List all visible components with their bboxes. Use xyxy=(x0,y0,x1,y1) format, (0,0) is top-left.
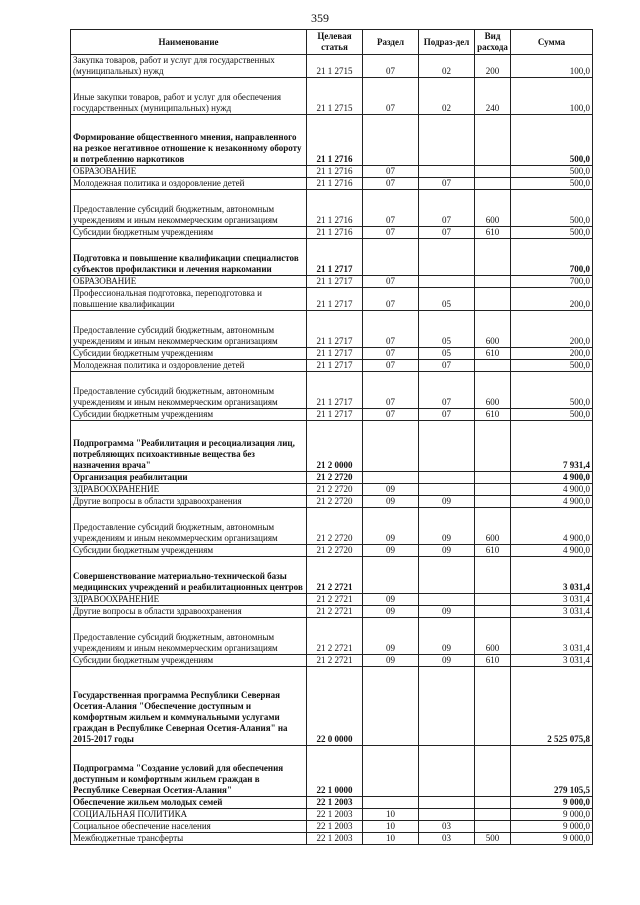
row-name: Другие вопросы в области здравоохранения xyxy=(71,496,307,508)
row-razdel: 10 xyxy=(363,809,419,821)
row-code: 21 1 2716 xyxy=(307,115,363,166)
row-podrazdel: 09 xyxy=(419,545,475,557)
row-vid xyxy=(475,115,511,166)
table-body xyxy=(71,55,593,845)
row-sum: 2 525 075,8 xyxy=(511,667,593,746)
row-sum: 700,0 xyxy=(511,239,593,276)
row-podrazdel: 07 xyxy=(419,360,475,372)
row-name: Межбюджетные трансферты xyxy=(71,833,307,845)
row-vid xyxy=(475,496,511,508)
row-vid xyxy=(475,667,511,746)
row-razdel: 09 xyxy=(363,655,419,667)
row-vid: 600 xyxy=(475,311,511,348)
row-razdel xyxy=(363,797,419,809)
header-code: Целевая статья xyxy=(307,30,363,55)
row-code: 21 1 2716 xyxy=(307,227,363,239)
row-razdel: 07 xyxy=(363,166,419,178)
row-razdel: 07 xyxy=(363,55,419,78)
table-row xyxy=(71,809,593,821)
row-podrazdel: 02 xyxy=(419,55,475,78)
row-name: Подпрограмма "Реабилитация и ресоциализация лиц, потребляющих психоактивные вещества без назначения врача" xyxy=(71,421,307,472)
row-vid xyxy=(475,797,511,809)
row-vid xyxy=(475,557,511,594)
row-name: Закупка товаров, работ и услуг для государственных (муниципальных) нужд xyxy=(71,55,307,78)
row-code: 21 1 2717 xyxy=(307,276,363,288)
row-sum: 3 031,4 xyxy=(511,594,593,606)
row-razdel: 07 xyxy=(363,360,419,372)
table-row xyxy=(71,78,593,115)
row-code: 21 2 0000 xyxy=(307,421,363,472)
row-vid xyxy=(475,166,511,178)
row-name: Предоставление субсидий бюджетным, автономным учреждениям и иным некоммерческим организациям xyxy=(71,190,307,227)
row-name: Субсидии бюджетным учреждениям xyxy=(71,655,307,667)
row-podrazdel xyxy=(419,746,475,797)
row-name: Предоставление субсидий бюджетным, автономным учреждениям и иным некоммерческим организациям xyxy=(71,372,307,409)
table-row xyxy=(71,655,593,667)
row-podrazdel xyxy=(419,797,475,809)
row-code: 22 1 2003 xyxy=(307,821,363,833)
row-podrazdel xyxy=(419,667,475,746)
table-row xyxy=(71,115,593,166)
row-code: 21 2 2721 xyxy=(307,594,363,606)
row-name: Совершенствование материально-технической базы медицинских учреждений и реабилитационных центров xyxy=(71,557,307,594)
row-razdel xyxy=(363,115,419,166)
table-row xyxy=(71,239,593,276)
row-vid: 610 xyxy=(475,227,511,239)
header-sum: Сумма xyxy=(511,30,593,55)
row-code: 21 1 2717 xyxy=(307,409,363,421)
row-podrazdel: 07 xyxy=(419,190,475,227)
row-sum: 500,0 xyxy=(511,166,593,178)
row-name: ОБРАЗОВАНИЕ xyxy=(71,276,307,288)
row-vid: 610 xyxy=(475,545,511,557)
row-razdel xyxy=(363,746,419,797)
row-podrazdel xyxy=(419,166,475,178)
row-sum: 279 105,5 xyxy=(511,746,593,797)
row-podrazdel: 05 xyxy=(419,311,475,348)
table-row xyxy=(71,288,593,311)
table-row xyxy=(71,276,593,288)
row-razdel: 07 xyxy=(363,348,419,360)
table-row xyxy=(71,372,593,409)
row-vid: 600 xyxy=(475,618,511,655)
row-podrazdel xyxy=(419,472,475,484)
row-code: 21 1 2717 xyxy=(307,239,363,276)
row-sum: 4 900,0 xyxy=(511,484,593,496)
row-sum: 9 000,0 xyxy=(511,821,593,833)
table-row xyxy=(71,311,593,348)
table-row xyxy=(71,667,593,746)
row-podrazdel: 03 xyxy=(419,833,475,845)
row-sum: 9 000,0 xyxy=(511,797,593,809)
row-podrazdel: 09 xyxy=(419,496,475,508)
row-vid: 610 xyxy=(475,655,511,667)
row-code: 21 1 2717 xyxy=(307,348,363,360)
table-row xyxy=(71,421,593,472)
row-sum: 3 031,4 xyxy=(511,557,593,594)
row-name: Молодежная политика и оздоровление детей xyxy=(71,178,307,190)
row-name: Субсидии бюджетным учреждениям xyxy=(71,227,307,239)
row-sum: 7 931,4 xyxy=(511,421,593,472)
row-code: 22 0 0000 xyxy=(307,667,363,746)
row-vid: 600 xyxy=(475,372,511,409)
row-sum: 500,0 xyxy=(511,360,593,372)
row-razdel: 07 xyxy=(363,311,419,348)
row-razdel xyxy=(363,557,419,594)
row-razdel: 07 xyxy=(363,178,419,190)
page-number: 359 xyxy=(311,11,329,25)
table-row xyxy=(71,409,593,421)
row-podrazdel: 03 xyxy=(419,821,475,833)
row-vid xyxy=(475,821,511,833)
row-vid xyxy=(475,809,511,821)
row-vid: 240 xyxy=(475,78,511,115)
row-sum: 4 900,0 xyxy=(511,496,593,508)
row-code: 21 1 2716 xyxy=(307,190,363,227)
row-sum: 4 900,0 xyxy=(511,508,593,545)
row-podrazdel: 07 xyxy=(419,227,475,239)
row-name: Субсидии бюджетным учреждениям xyxy=(71,348,307,360)
table-row xyxy=(71,178,593,190)
row-podrazdel: 09 xyxy=(419,606,475,618)
row-vid xyxy=(475,594,511,606)
row-sum: 200,0 xyxy=(511,348,593,360)
row-razdel: 07 xyxy=(363,288,419,311)
table-row xyxy=(71,508,593,545)
row-vid xyxy=(475,239,511,276)
row-razdel: 10 xyxy=(363,821,419,833)
row-razdel: 07 xyxy=(363,78,419,115)
row-code: 21 2 2720 xyxy=(307,496,363,508)
row-podrazdel: 05 xyxy=(419,348,475,360)
row-name: ОБРАЗОВАНИЕ xyxy=(71,166,307,178)
row-name: ЗДРАВООХРАНЕНИЕ xyxy=(71,594,307,606)
row-code: 21 2 2720 xyxy=(307,508,363,545)
row-razdel: 07 xyxy=(363,409,419,421)
row-sum: 100,0 xyxy=(511,78,593,115)
row-code: 21 1 2716 xyxy=(307,178,363,190)
table-row xyxy=(71,821,593,833)
row-name: ЗДРАВООХРАНЕНИЕ xyxy=(71,484,307,496)
row-razdel: 09 xyxy=(363,618,419,655)
row-code: 22 1 2003 xyxy=(307,809,363,821)
row-vid: 500 xyxy=(475,833,511,845)
row-razdel xyxy=(363,421,419,472)
row-name: Другие вопросы в области здравоохранения xyxy=(71,606,307,618)
table-row xyxy=(71,55,593,78)
row-name: Субсидии бюджетным учреждениям xyxy=(71,545,307,557)
row-podrazdel xyxy=(419,594,475,606)
row-name: СОЦИАЛЬНАЯ ПОЛИТИКА xyxy=(71,809,307,821)
row-sum: 500,0 xyxy=(511,178,593,190)
row-vid xyxy=(475,421,511,472)
header-razdel: Раздел xyxy=(363,30,419,55)
row-name: Подпрограмма "Создание условий для обеспечения доступным и комфортным жильем граждан в Республике Северная Осетия-Алания" xyxy=(71,746,307,797)
row-vid: 610 xyxy=(475,409,511,421)
row-name: Предоставление субсидий бюджетным, автономным учреждениям и иным некоммерческим организациям xyxy=(71,508,307,545)
row-podrazdel xyxy=(419,484,475,496)
table-row xyxy=(71,797,593,809)
table-header-row xyxy=(71,30,593,55)
row-sum: 4 900,0 xyxy=(511,472,593,484)
row-razdel: 09 xyxy=(363,545,419,557)
row-razdel: 09 xyxy=(363,496,419,508)
table-row xyxy=(71,606,593,618)
row-sum: 500,0 xyxy=(511,227,593,239)
row-name: Формирование общественного мнения, направленного на резкое негативное отношение к незаконному обороту и потреблению наркотиков xyxy=(71,115,307,166)
row-podrazdel xyxy=(419,557,475,594)
row-code: 22 1 0000 xyxy=(307,746,363,797)
row-sum: 500,0 xyxy=(511,115,593,166)
row-vid: 610 xyxy=(475,348,511,360)
row-vid xyxy=(475,288,511,311)
row-code: 21 2 2720 xyxy=(307,472,363,484)
row-razdel: 07 xyxy=(363,190,419,227)
table-row xyxy=(71,594,593,606)
row-name: Обеспечение жильем молодых семей xyxy=(71,797,307,809)
row-razdel xyxy=(363,667,419,746)
row-razdel: 09 xyxy=(363,508,419,545)
row-sum: 200,0 xyxy=(511,288,593,311)
row-name: Предоставление субсидий бюджетным, автономным учреждениям и иным некоммерческим организациям xyxy=(71,311,307,348)
row-sum: 500,0 xyxy=(511,409,593,421)
row-vid xyxy=(475,276,511,288)
row-podrazdel xyxy=(419,115,475,166)
row-code: 21 1 2717 xyxy=(307,311,363,348)
row-name: Государственная программа Республики Северная Осетия-Алания "Обеспечение доступным и комфортным жильем и коммунальными услугами граждан в Республике Северная Осетия-Алания" на 2015-2017 годы xyxy=(71,667,307,746)
row-sum: 3 031,4 xyxy=(511,655,593,667)
row-code: 21 1 2717 xyxy=(307,360,363,372)
row-sum: 700,0 xyxy=(511,276,593,288)
row-code: 21 1 2715 xyxy=(307,78,363,115)
row-razdel xyxy=(363,472,419,484)
row-podrazdel: 07 xyxy=(419,409,475,421)
table-row xyxy=(71,484,593,496)
row-sum: 9 000,0 xyxy=(511,833,593,845)
header-podrazdel: Подраз-дел xyxy=(419,30,475,55)
row-code: 22 1 2003 xyxy=(307,797,363,809)
row-code: 21 1 2717 xyxy=(307,288,363,311)
table-row xyxy=(71,166,593,178)
row-code: 21 1 2717 xyxy=(307,372,363,409)
row-code: 22 1 2003 xyxy=(307,833,363,845)
row-vid: 200 xyxy=(475,55,511,78)
row-razdel: 07 xyxy=(363,227,419,239)
table-row xyxy=(71,472,593,484)
row-sum: 100,0 xyxy=(511,55,593,78)
row-code: 21 1 2716 xyxy=(307,166,363,178)
row-code: 21 1 2715 xyxy=(307,55,363,78)
budget-table xyxy=(70,29,593,845)
row-name: Организация реабилитации xyxy=(71,472,307,484)
row-razdel: 07 xyxy=(363,372,419,409)
row-name: Молодежная политика и оздоровление детей xyxy=(71,360,307,372)
row-sum: 9 000,0 xyxy=(511,809,593,821)
table-row xyxy=(71,545,593,557)
row-name: Иные закупки товаров, работ и услуг для обеспечения государственных (муниципальных) нужд xyxy=(71,78,307,115)
row-razdel xyxy=(363,239,419,276)
row-podrazdel xyxy=(419,809,475,821)
table-row xyxy=(71,618,593,655)
row-name: Профессиональная подготовка, переподготовка и повышение квалификации xyxy=(71,288,307,311)
row-podrazdel: 09 xyxy=(419,655,475,667)
row-razdel: 07 xyxy=(363,276,419,288)
row-vid xyxy=(475,484,511,496)
row-podrazdel: 05 xyxy=(419,288,475,311)
row-vid xyxy=(475,178,511,190)
header-vid: Вид расхода xyxy=(475,30,511,55)
row-podrazdel: 07 xyxy=(419,178,475,190)
row-podrazdel: 09 xyxy=(419,618,475,655)
row-sum: 500,0 xyxy=(511,190,593,227)
row-vid xyxy=(475,360,511,372)
table-row xyxy=(71,360,593,372)
row-code: 21 2 2721 xyxy=(307,618,363,655)
row-sum: 500,0 xyxy=(511,372,593,409)
row-vid xyxy=(475,606,511,618)
row-code: 21 2 2721 xyxy=(307,655,363,667)
row-name: Предоставление субсидий бюджетным, автономным учреждениям и иным некоммерческим организациям xyxy=(71,618,307,655)
row-podrazdel xyxy=(419,239,475,276)
row-sum: 3 031,4 xyxy=(511,606,593,618)
row-vid xyxy=(475,746,511,797)
table-row xyxy=(71,557,593,594)
row-code: 21 2 2721 xyxy=(307,557,363,594)
row-podrazdel: 09 xyxy=(419,508,475,545)
row-code: 21 2 2720 xyxy=(307,545,363,557)
row-name: Социальное обеспечение населения xyxy=(71,821,307,833)
table-row xyxy=(71,348,593,360)
row-name: Субсидии бюджетным учреждениям xyxy=(71,409,307,421)
table-row xyxy=(71,746,593,797)
row-vid xyxy=(475,472,511,484)
row-podrazdel xyxy=(419,421,475,472)
row-podrazdel: 02 xyxy=(419,78,475,115)
row-code: 21 2 2721 xyxy=(307,606,363,618)
table-row xyxy=(71,833,593,845)
row-razdel: 09 xyxy=(363,594,419,606)
row-podrazdel: 07 xyxy=(419,372,475,409)
row-vid: 600 xyxy=(475,190,511,227)
row-razdel: 10 xyxy=(363,833,419,845)
row-sum: 4 900,0 xyxy=(511,545,593,557)
row-podrazdel xyxy=(419,276,475,288)
row-sum: 3 031,4 xyxy=(511,618,593,655)
row-name: Подготовка и повышение квалификации специалистов субъектов профилактики и лечения наркомании xyxy=(71,239,307,276)
table-row xyxy=(71,496,593,508)
row-sum: 200,0 xyxy=(511,311,593,348)
table-row xyxy=(71,190,593,227)
row-razdel: 09 xyxy=(363,484,419,496)
row-razdel: 09 xyxy=(363,606,419,618)
row-code: 21 2 2720 xyxy=(307,484,363,496)
table-row xyxy=(71,227,593,239)
row-vid: 600 xyxy=(475,508,511,545)
header-name: Наименование xyxy=(71,30,307,55)
